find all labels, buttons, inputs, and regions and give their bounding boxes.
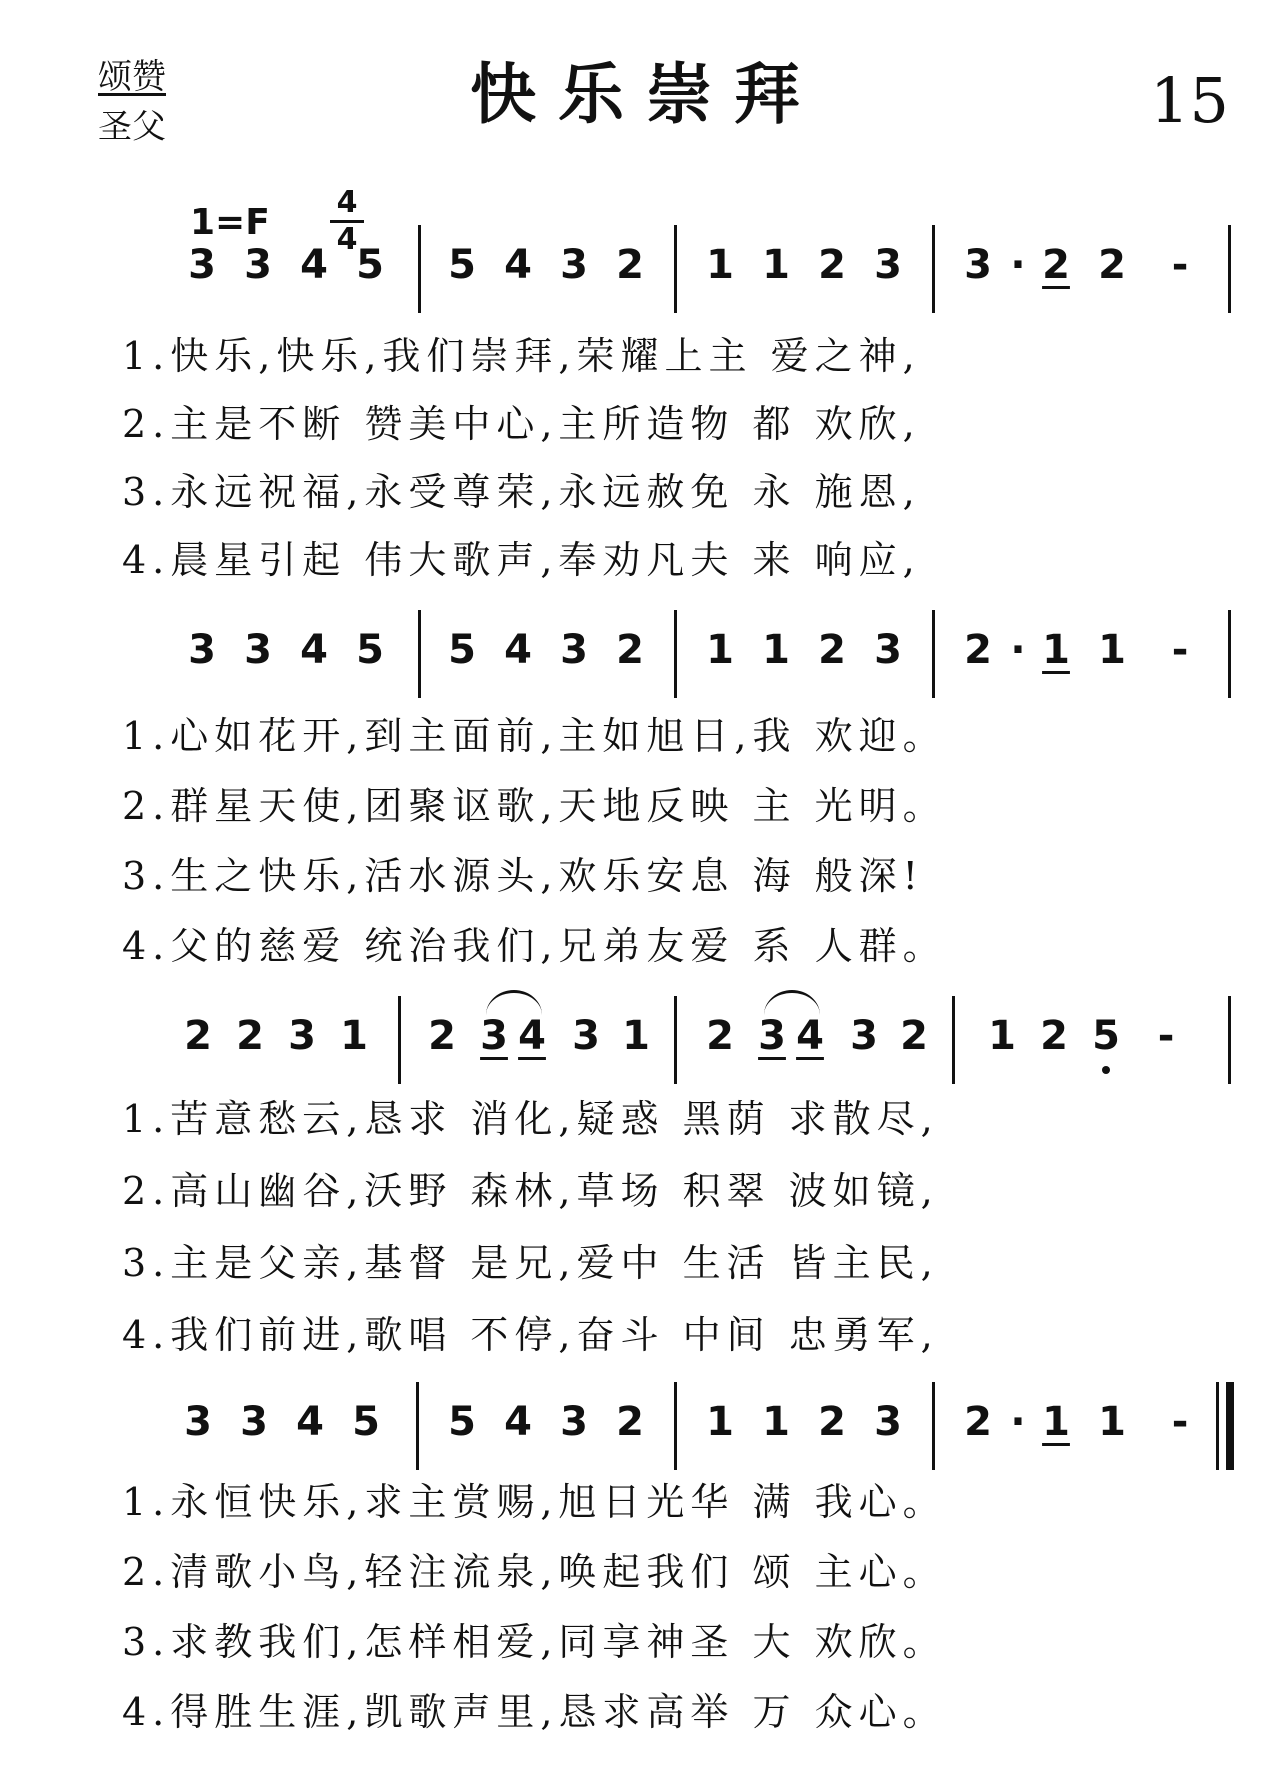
note: 1 bbox=[762, 1399, 790, 1445]
lyric-line: 1.苦意愁云,恳求 消化,疑惑 黑荫 求散尽, bbox=[122, 1097, 939, 1141]
bar-line bbox=[952, 996, 955, 1084]
note: 2 bbox=[964, 627, 992, 673]
note: 2 bbox=[616, 627, 644, 673]
note: 3 bbox=[758, 1013, 786, 1059]
note: 1 bbox=[1098, 1399, 1126, 1445]
note: 4 bbox=[504, 627, 532, 673]
lyric-line: 2.清歌小鸟,轻注流泉,唤起我们 颂 主心。 bbox=[122, 1550, 947, 1594]
note: 4 bbox=[518, 1013, 546, 1059]
note: 2 bbox=[616, 1399, 644, 1445]
bar-line bbox=[932, 1382, 935, 1470]
note: 4 bbox=[296, 1399, 324, 1445]
lyric-line: 4.晨星引起 伟大歌声,奉劝凡夫 来 响应, bbox=[122, 538, 921, 582]
bar-line bbox=[1228, 996, 1231, 1084]
time-signature-bottom: 4 bbox=[336, 222, 358, 257]
note: 2 bbox=[964, 1399, 992, 1445]
note: 2 bbox=[706, 1013, 734, 1059]
note: 1 bbox=[340, 1013, 368, 1059]
note: 5 bbox=[448, 1399, 476, 1445]
note: 5 bbox=[1092, 1013, 1120, 1059]
note: 2 bbox=[1040, 1013, 1068, 1059]
bar-line bbox=[1228, 225, 1231, 313]
time-signature-top: 4 bbox=[336, 185, 358, 220]
note: 2 bbox=[818, 1399, 846, 1445]
note: 2 bbox=[818, 627, 846, 673]
note: 3 bbox=[560, 242, 588, 288]
bar-line bbox=[398, 996, 401, 1084]
note: 2 bbox=[616, 242, 644, 288]
final-bar-line bbox=[1226, 1382, 1234, 1470]
note: 5 bbox=[356, 627, 384, 673]
bar-line bbox=[674, 225, 677, 313]
note: 5 bbox=[352, 1399, 380, 1445]
note: 3 bbox=[188, 242, 216, 288]
note: 1 bbox=[706, 242, 734, 288]
bar-line bbox=[674, 610, 677, 698]
note: 3 bbox=[572, 1013, 600, 1059]
note: 1 bbox=[1042, 627, 1070, 673]
category-label: 颂赞 bbox=[98, 57, 166, 97]
note: 1 bbox=[1098, 627, 1126, 673]
note: 4 bbox=[300, 242, 328, 288]
note: 3 bbox=[560, 627, 588, 673]
note: 3 bbox=[964, 242, 992, 288]
dash-mark: - bbox=[1157, 1013, 1175, 1059]
notation-line bbox=[180, 1382, 1250, 1472]
note: 3 bbox=[874, 1399, 902, 1445]
note: 5 bbox=[448, 627, 476, 673]
dot-mark: · bbox=[1010, 627, 1026, 673]
hymn-number: 15 bbox=[1150, 64, 1229, 137]
note: 4 bbox=[504, 242, 532, 288]
lyric-line: 1.永恒快乐,求主赏赐,旭日光华 满 我心。 bbox=[122, 1480, 947, 1524]
lyric-line: 3.主是父亲,基督 是兄,爱中 生活 皆主民, bbox=[122, 1241, 939, 1285]
note: 3 bbox=[480, 1013, 508, 1059]
lyric-line: 4.得胜生涯,凯歌声里,恳求高举 万 众心。 bbox=[122, 1690, 947, 1734]
note: 3 bbox=[244, 242, 272, 288]
note: 4 bbox=[504, 1399, 532, 1445]
lyric-line: 4.我们前进,歌唱 不停,奋斗 中间 忠勇军, bbox=[122, 1313, 939, 1357]
note: 2 bbox=[184, 1013, 212, 1059]
dot-mark: · bbox=[1010, 1399, 1026, 1445]
lyric-line: 2.主是不断 赞美中心,主所造物 都 欢欣, bbox=[122, 402, 921, 446]
note: 5 bbox=[448, 242, 476, 288]
dash-mark: - bbox=[1171, 627, 1189, 673]
note: 3 bbox=[560, 1399, 588, 1445]
note: 1 bbox=[762, 627, 790, 673]
lyric-line: 3.永远祝福,永受尊荣,永远赦免 永 施恩, bbox=[122, 470, 921, 514]
bar-line bbox=[1228, 610, 1231, 698]
lyric-line: 3.生之快乐,活水源头,欢乐安息 海 般深! bbox=[122, 854, 924, 898]
note: 1 bbox=[706, 627, 734, 673]
note: 4 bbox=[300, 627, 328, 673]
bar-line bbox=[932, 225, 935, 313]
bar-line bbox=[674, 996, 677, 1084]
slur-mark bbox=[486, 990, 542, 1015]
note: 2 bbox=[818, 242, 846, 288]
note: 2 bbox=[900, 1013, 928, 1059]
lyric-line: 4.父的慈爱 统治我们,兄弟友爱 系 人群。 bbox=[122, 924, 947, 968]
slur-mark bbox=[764, 990, 820, 1015]
dot-mark: · bbox=[1010, 242, 1026, 288]
note: 3 bbox=[288, 1013, 316, 1059]
notation-line bbox=[180, 996, 1250, 1086]
bar-line bbox=[418, 610, 421, 698]
note: 3 bbox=[240, 1399, 268, 1445]
lyric-line: 1.心如花开,到主面前,主如旭日,我 欢迎。 bbox=[122, 714, 947, 758]
key-signature: 1=F bbox=[190, 202, 270, 243]
lyric-line: 1.快乐,快乐,我们崇拜,荣耀上主 爱之神, bbox=[122, 334, 921, 378]
note: 3 bbox=[874, 242, 902, 288]
note: 1 bbox=[706, 1399, 734, 1445]
bar-line bbox=[932, 610, 935, 698]
note: 1 bbox=[622, 1013, 650, 1059]
octave-dot bbox=[1102, 1066, 1110, 1074]
note: 3 bbox=[184, 1399, 212, 1445]
note: 3 bbox=[874, 627, 902, 673]
note: 2 bbox=[428, 1013, 456, 1059]
dash-mark: - bbox=[1171, 1399, 1189, 1445]
lyric-line: 2.群星天使,团聚讴歌,天地反映 主 光明。 bbox=[122, 784, 947, 828]
note: 2 bbox=[1042, 242, 1070, 288]
note: 1 bbox=[762, 242, 790, 288]
lyric-line: 3.求教我们,怎样相爱,同享神圣 大 欢欣。 bbox=[122, 1620, 947, 1664]
bar-line bbox=[1216, 1382, 1219, 1470]
note: 5 bbox=[356, 242, 384, 288]
dash-mark: - bbox=[1171, 242, 1189, 288]
lyric-line: 2.高山幽谷,沃野 森林,草场 积翠 波如镜, bbox=[122, 1169, 939, 1213]
hymn-title: 快乐崇拜 bbox=[470, 56, 822, 133]
note: 4 bbox=[796, 1013, 824, 1059]
bar-line bbox=[416, 1382, 419, 1470]
note: 3 bbox=[850, 1013, 878, 1059]
subcategory-label: 圣父 bbox=[98, 107, 166, 147]
bar-line bbox=[674, 1382, 677, 1470]
note: 3 bbox=[188, 627, 216, 673]
notation-line bbox=[180, 610, 1250, 700]
bar-line bbox=[418, 225, 421, 313]
note: 1 bbox=[988, 1013, 1016, 1059]
note: 2 bbox=[236, 1013, 264, 1059]
note: 3 bbox=[244, 627, 272, 673]
note: 2 bbox=[1098, 242, 1126, 288]
note: 1 bbox=[1042, 1399, 1070, 1445]
